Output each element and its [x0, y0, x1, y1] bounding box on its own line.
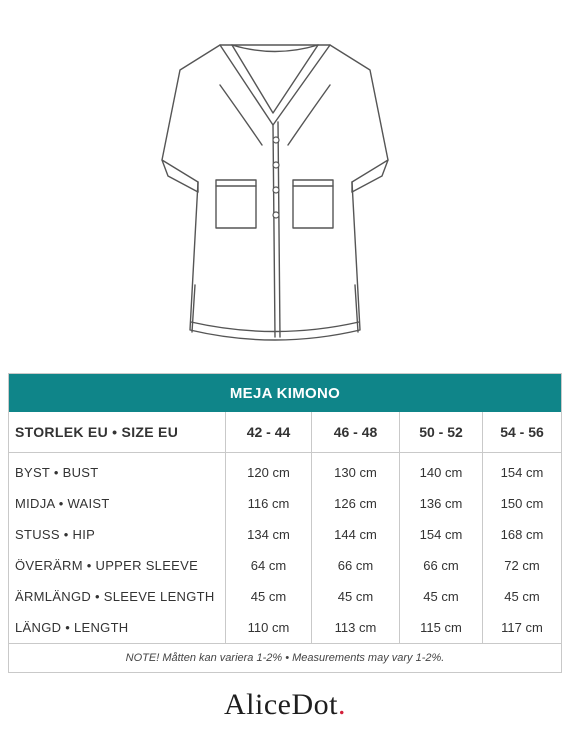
- row-value: 66 cm: [311, 550, 399, 581]
- row-value: 113 cm: [311, 612, 399, 643]
- table-title: MEJA KIMONO: [9, 374, 561, 412]
- row-label: LÄNGD • LENGTH: [15, 620, 129, 635]
- row-value: 45 cm: [399, 581, 482, 612]
- size-chart-table: [8, 373, 562, 673]
- measurement-note: NOTE! Måtten kan variera 1-2% • Measurements may vary 1-2%.: [9, 643, 561, 672]
- brand-logo-part1: Alice: [224, 688, 292, 721]
- row-value: 45 cm: [225, 581, 311, 612]
- row-label: STUSS • HIP: [15, 527, 96, 542]
- row-value: 154 cm: [399, 519, 482, 550]
- row-value: 110 cm: [225, 612, 311, 643]
- row-value: 168 cm: [482, 519, 561, 550]
- row-value: 116 cm: [225, 488, 311, 519]
- row-label: MIDJA • WAIST: [15, 496, 110, 511]
- row-value: 136 cm: [399, 488, 482, 519]
- row-value: 120 cm: [225, 453, 311, 488]
- kimono-illustration: [150, 30, 400, 360]
- row-value: 154 cm: [482, 453, 561, 488]
- header-size: 50 - 52: [399, 412, 482, 453]
- row-value: 115 cm: [399, 612, 482, 643]
- row-value: 140 cm: [399, 453, 482, 488]
- header-size: 46 - 48: [311, 412, 399, 453]
- header-size: 42 - 44: [225, 412, 311, 453]
- row-value: 45 cm: [482, 581, 561, 612]
- row-value: 150 cm: [482, 488, 561, 519]
- brand-logo: [0, 688, 570, 722]
- row-value: 144 cm: [311, 519, 399, 550]
- row-label: ÖVERÄRM • UPPER SLEEVE: [15, 558, 199, 573]
- row-value: 72 cm: [482, 550, 561, 581]
- row-label: BYST • BUST: [15, 465, 99, 480]
- row-value: 134 cm: [225, 519, 311, 550]
- brand-logo-part2: Dot: [291, 688, 338, 721]
- row-value: 45 cm: [311, 581, 399, 612]
- row-value: 126 cm: [311, 488, 399, 519]
- header-size: 54 - 56: [482, 412, 561, 453]
- brand-logo-dot: .: [337, 688, 346, 721]
- row-label: ÄRMLÄNGD • SLEEVE LENGTH: [15, 589, 215, 604]
- row-value: 117 cm: [482, 612, 561, 643]
- header-size-label: STORLEK EU • SIZE EU: [9, 412, 225, 453]
- row-value: 64 cm: [225, 550, 311, 581]
- row-value: 66 cm: [399, 550, 482, 581]
- row-value: 130 cm: [311, 453, 399, 488]
- size-grid: [9, 412, 561, 643]
